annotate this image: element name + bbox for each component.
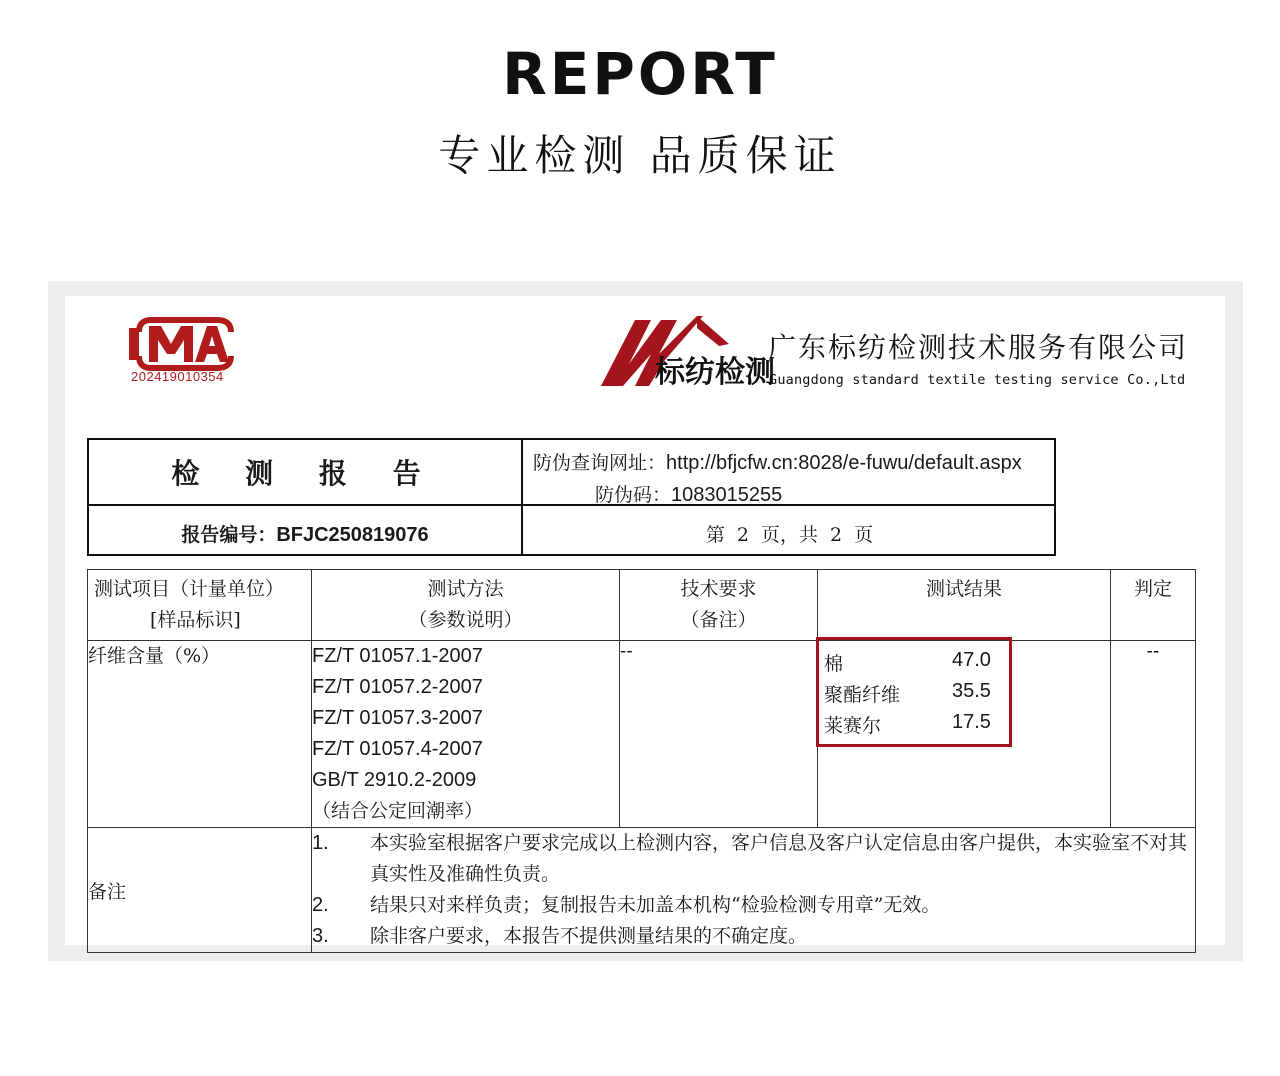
method-line: GB/T 2910.2-2009 — [312, 769, 477, 791]
header-requirement: 技术要求 （备注） — [620, 570, 818, 641]
brand-mark-text: 标纺检测 — [655, 355, 775, 390]
method-line: FZ/T 01057.4-2007 — [312, 738, 483, 760]
method-line: FZ/T 01057.3-2007 — [312, 707, 483, 729]
brand-logo — [599, 314, 775, 390]
report-header-box — [87, 438, 1056, 556]
method-note: （结合公定回潮率） — [312, 800, 484, 822]
header-method: 测试方法 （参数说明） — [312, 570, 620, 641]
anti-fake-url-label: 防伪查询网址： — [533, 452, 667, 474]
note-item: 2. 结果只对来样负责；复制报告未加盖本机构“检验检测专用章”无效。 — [312, 894, 941, 916]
company-name-cn: 广东标纺检测技术服务有限公司 — [768, 331, 1189, 364]
cell-test-result: 棉 47.0 聚酯纤维 35.5 莱赛尔 17.5 — [818, 641, 1111, 828]
report-document — [65, 296, 1225, 945]
anti-fake-code — [595, 480, 782, 507]
cell-judgement: -- — [1111, 641, 1196, 828]
note-item: 3. 除非客户要求，本报告不提供测量结果的不确定度。 — [312, 925, 808, 947]
notes-label: 备注 — [88, 828, 312, 953]
cma-number: 202419010354 — [131, 369, 224, 384]
anti-fake-url — [533, 448, 1022, 475]
report-number-label: 报告编号： — [181, 524, 277, 546]
hero-subtitle: 专业检测 品质保证 — [438, 131, 842, 180]
report-number — [89, 520, 521, 547]
report-number-value: BFJC250819076 — [276, 524, 429, 546]
hero-title: REPORT — [502, 40, 778, 108]
anti-fake-code-label: 防伪码： — [595, 484, 672, 506]
report-title: 检 测 报 告 — [171, 457, 439, 490]
method-line: FZ/T 01057.2-2007 — [312, 676, 483, 698]
header-judgement: 判定 — [1111, 570, 1196, 641]
results-table — [87, 569, 1196, 953]
cell-requirement: -- — [620, 641, 818, 828]
company-name-en: Guangdong standard textile testing service Co.,Ltd — [769, 372, 1186, 388]
page-info: 第 2 页，共 2 页 — [705, 524, 874, 546]
notes-content — [312, 828, 1196, 953]
table-row — [88, 641, 1196, 828]
anti-fake-code-value: 1083015255 — [671, 484, 783, 506]
notes-row — [88, 828, 1196, 953]
note-item: 1. 本实验室根据客户要求完成以上检测内容，客户信息及客户认定信息由客户提供，本实验室不对其真实性及准确性负责。 — [312, 832, 1188, 885]
cell-test-item: 纤维含量（%） — [88, 641, 312, 828]
cell-test-method — [312, 641, 620, 828]
header-item: 测试项目（计量单位） [样品标识] — [88, 570, 312, 641]
anti-fake-url-value[interactable]: http://bfjcfw.cn:8028/e-fuwu/default.aspx — [666, 452, 1022, 474]
header-result: 测试结果 — [818, 570, 1111, 641]
method-line: FZ/T 01057.1-2007 — [312, 645, 483, 667]
table-header-row — [88, 570, 1196, 641]
